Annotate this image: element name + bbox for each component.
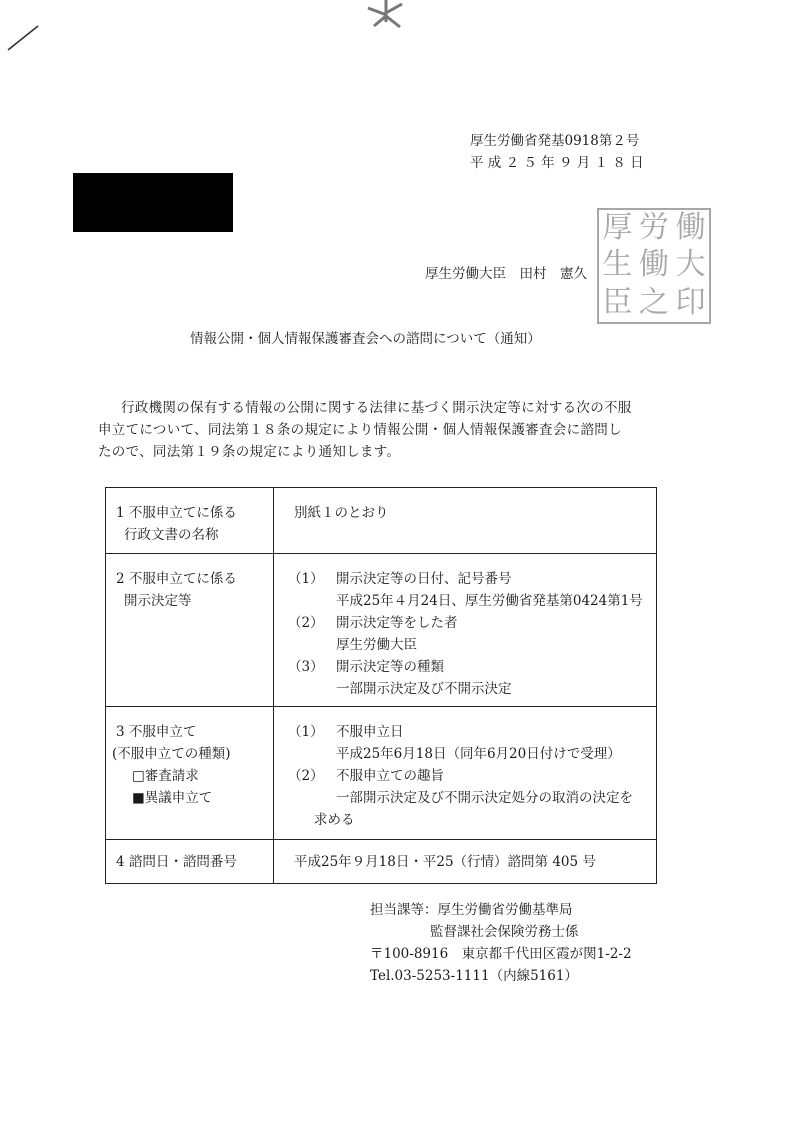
contact-department: 担当課等：厚生労働省労働基準局: [370, 902, 573, 918]
contact-address: 〒100-8916 東京都千代田区霞が関1-2-2: [370, 946, 632, 962]
seal-char: 臣: [602, 284, 633, 320]
inquiry-date-number: 平成25年９月18日・平25（行情）諮問第 405 号: [294, 854, 596, 870]
item-number: （1）: [288, 571, 324, 587]
document-title: 情報公開・個人情報保護審査会への諮問について（通知）: [190, 331, 541, 347]
row-value: [274, 707, 657, 840]
row-header: [106, 554, 274, 707]
table-row: [106, 707, 657, 840]
stamp-fragment-mark: [362, 0, 410, 30]
item-label: 不服申立ての趣旨: [336, 768, 444, 784]
sender-name: 厚生労働大臣 田村 憲久: [425, 266, 587, 282]
seal-char: 厚: [602, 210, 633, 245]
body-line: 行政機関の保有する情報の公開に関する法律に基づく開示決定等に対する次の不服: [121, 400, 632, 416]
document-name-value: 別紙１のとおり: [294, 505, 389, 521]
item-detail: 厚生労働大臣: [336, 637, 417, 653]
row-header-line: 1 不服申立てに係る: [116, 505, 237, 521]
item-line: [288, 568, 656, 590]
item-detail: 平成25年6月18日（同年6月20日付けで受理）: [336, 746, 621, 762]
checkbox-option: □審査請求: [132, 768, 199, 784]
contact-section: 監督課社会保険労務士係: [430, 924, 579, 940]
item-number: （1）: [288, 724, 324, 740]
inquiry-details-table: [105, 487, 657, 884]
item-label: 開示決定等の種類: [336, 659, 444, 675]
redacted-recipient: [73, 173, 233, 232]
seal-char: 働: [638, 247, 669, 283]
contact-phone: Tel.03-5253-1111（内線5161）: [370, 968, 578, 984]
item-line: [288, 721, 656, 743]
body-line: たので、同法第１９条の規定により通知します。: [98, 444, 401, 460]
item-label: 不服申立日: [336, 724, 404, 740]
item-label: 開示決定等をした者: [336, 615, 458, 631]
row-header: [106, 840, 274, 884]
item-detail: 一部開示決定及び不開示決定処分の取消の決定を: [336, 790, 633, 806]
row-header-line: 2 不服申立てに係る: [116, 571, 237, 587]
item-line: [288, 765, 656, 787]
row-header: [106, 488, 274, 554]
row-header: [106, 707, 274, 840]
item-detail: 平成25年４月24日、厚生労働省発基第0424第1号: [336, 593, 643, 609]
seal-char: 之: [638, 284, 669, 320]
item-detail: 一部開示決定及び不開示決定: [336, 681, 512, 697]
item-number: （2）: [288, 615, 324, 631]
seal-char: 労: [638, 210, 669, 245]
seal-char: 働: [675, 210, 706, 245]
row-header-line: (不服申立ての種類): [112, 746, 231, 762]
seal-char: 大: [675, 247, 706, 283]
row-value: [274, 488, 657, 554]
row-header-line: 4 諮問日・諮問番号: [116, 854, 237, 870]
table-row: [106, 488, 657, 554]
item-number: （2）: [288, 768, 324, 784]
row-header-line: 開示決定等: [124, 593, 192, 609]
document-date: 平 成 ２ ５ 年 ９ 月 １ ８ 日: [470, 155, 644, 171]
row-value: [274, 554, 657, 707]
item-label: 開示決定等の日付、記号番号: [336, 571, 512, 587]
row-header-line: 3 不服申立て: [116, 724, 197, 740]
seal-char: 印: [675, 284, 706, 320]
seal-char: 生: [602, 247, 633, 283]
item-number: （3）: [288, 659, 324, 675]
item-line: [288, 656, 656, 678]
table-row: [106, 554, 657, 707]
item-line: [288, 612, 656, 634]
document-number: 厚生労働省発基0918第２号: [470, 133, 640, 149]
table-row: [106, 840, 657, 884]
item-detail: 求める: [314, 812, 355, 828]
body-line: 申立てについて、同法第１８条の規定により情報公開・個人情報保護審査会に諮問し: [98, 422, 622, 438]
official-seal: [597, 208, 711, 324]
row-header-line: 行政文書の名称: [124, 527, 219, 543]
pen-stroke-mark: [6, 24, 40, 52]
checkbox-option: ■異議申立て: [132, 790, 213, 806]
row-value: [274, 840, 657, 884]
